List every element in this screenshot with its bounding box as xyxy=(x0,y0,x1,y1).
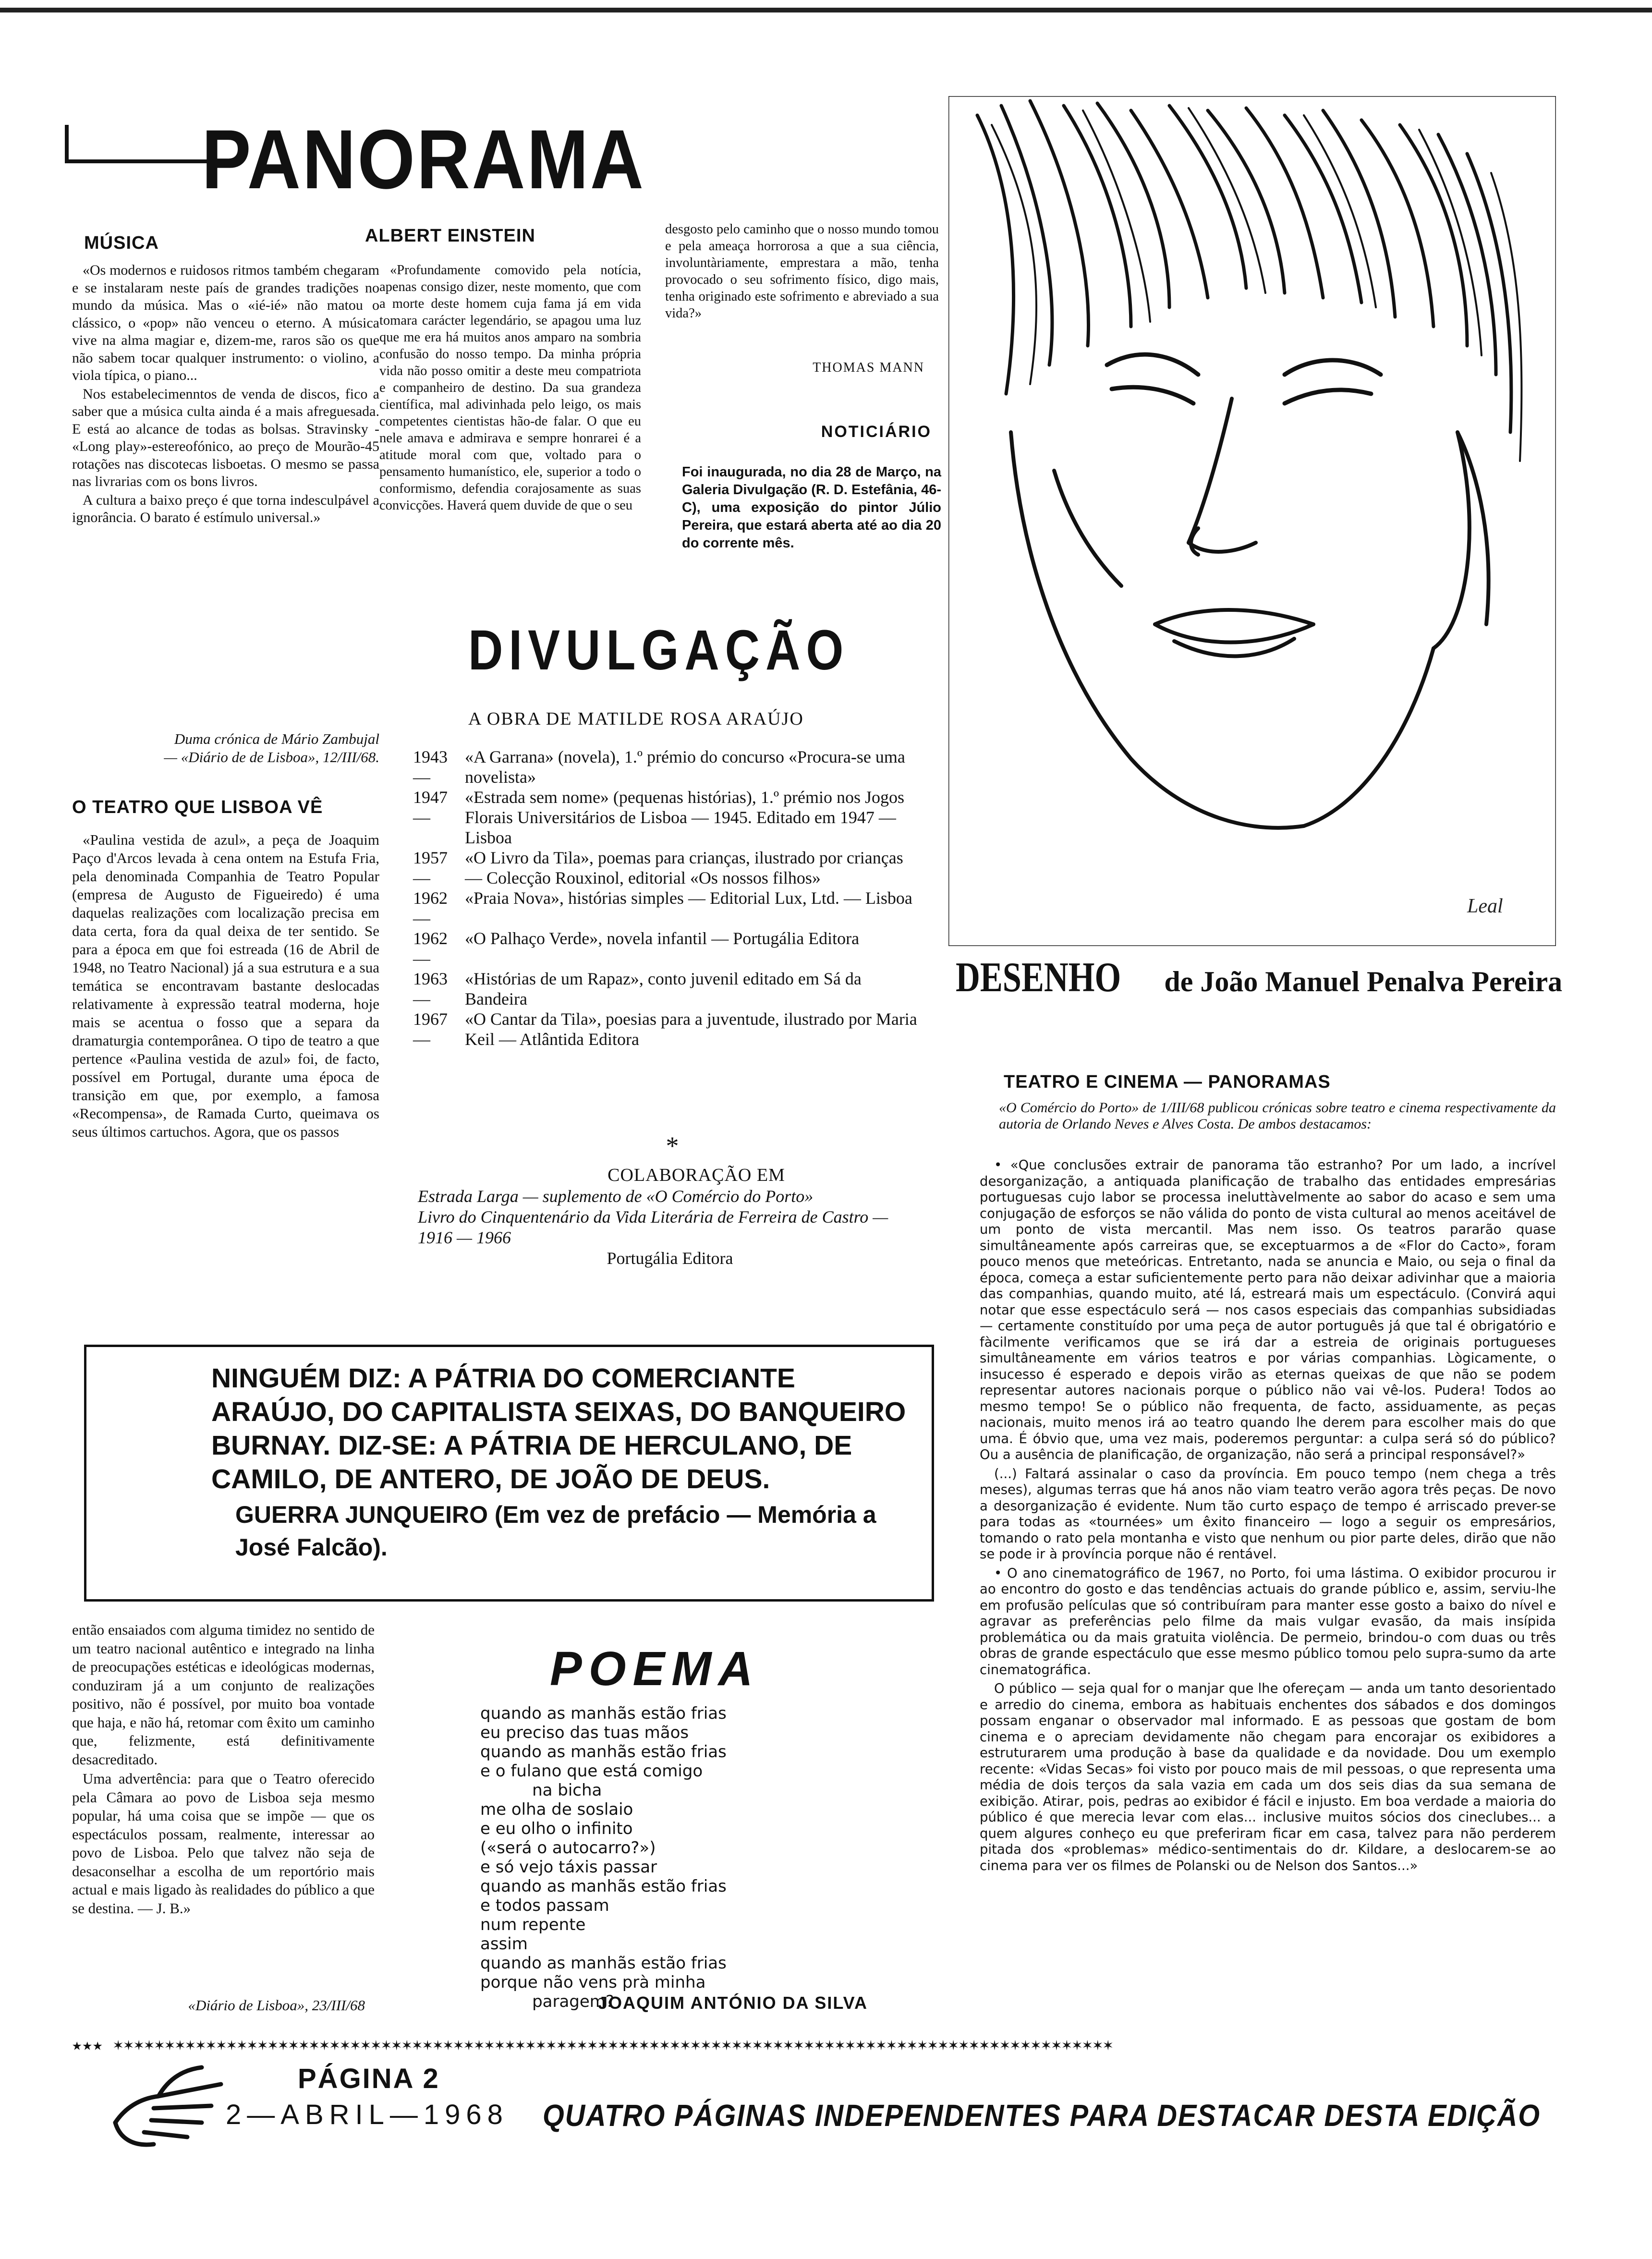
musica-paragraph: A cultura a baixo preço é que torna indesculpável a ignorância. O barato é estímulo universal.» xyxy=(72,492,379,525)
poem-line: quando as manhãs estão frias xyxy=(480,1742,727,1761)
work-year: 1967 — xyxy=(413,1009,448,1049)
poem-line: assim xyxy=(480,1934,528,1954)
collab-publisher: Portugália Editora xyxy=(607,1249,733,1268)
work-item xyxy=(413,1009,917,1049)
work-item xyxy=(413,787,917,848)
teatro-cinema-paragraph: O público — seja qual for o manjar que lhe ofereçam — anda um tanto desorientado e arredio do cinema, embora as habituais enchentes dos sábados e dos domingos possam enganar o observador mal informado. E as pessoas que gostam de bom cinema e o apreciam devidamente não chegam para encorajar os exibidores a estruturarem uma produção à base da qualidade e da novidade. Dou um exemplo recente: «Vidas Secas» foi visto por pouco mais de mil pessoas, o que representa uma média de dois terços da sala vazia em cada um dos seis dias da sua semana de exibição. Atirar, pois, pedras ao exibidor é fácil e injusto. Em boa verdade a maioria do público é que merecia levar com elas... inclusive muitos sócios dos cineclubes... a quem algures conheço eu que preferiram ficar em casa, talvez para não perderem pitada dos «problemas» médico-sentimentais do dr. Kildare, a deslocarem-se ao cinema para ver os filmes de Polanski ou de Nelson dos Santos...» xyxy=(980,1681,1556,1873)
noticiario-heading: NOTICIÁRIO xyxy=(821,423,932,441)
teatro-lisboa-heading: O TEATRO QUE LISBOA VÊ xyxy=(72,797,323,817)
teatro-lisboa-source: «Diário de Lisboa», 23/III/68 xyxy=(188,1997,365,2014)
face-drawing xyxy=(948,96,1556,946)
quote-text: NINGUÉM DIZ: A PÁTRIA DO COMERCIANTE ARAÚJO, DO CAPITALISTA SEIXAS, DO BANQUEIRO BURNAY. DIZ-SE: A PÁTRIA DE HERCULANO, DE CAMILO, DE ANTERO, DE JOÃO DE DEUS. xyxy=(211,1363,906,1494)
poem-line: e eu olho o infinito xyxy=(480,1819,633,1838)
work-year: 1947 — xyxy=(413,788,448,827)
pointing-hand-icon xyxy=(106,2051,231,2151)
separator-star: * xyxy=(666,1131,679,1160)
musica-source: Duma crónica de Mário Zambujal — «Diário de de Lisboa», 12/III/68. xyxy=(164,730,379,765)
poem-line: na bicha xyxy=(480,1781,602,1800)
teatro-cinema-paragraph: • «Que conclusões extrair de panorama tão estranho? Por um lado, a incrível desorganização, a antiquada planificação de trabalho das entidades empresárias portuguesas cujo labor se processa ineluttàvelmente ao sabor do acaso e sem uma conjugação de esforços se não válida do ponto de vista cultural ao menos aceitável de um ponto de vista mercantil. Mas nem isso. Os teatros pararão quase simultâneamente após carreiras que, se exceptuarmos a de «Flor do Cacto», foram pouco menos que meteóricas. Entretanto, nada se anuncia e Maio, ou seja o final da época, começa a estar suficientemente perto para não deixar adivinhar que a maioria das companhias, quando muito, até lá, estreará mais um espectáculo. (Convirá aqui notar que esse espectáculo será — nos casos especiais das companhias subsidiadas — certamente constituído por uma peça de autor português já que tal é obrigatório e fàcilmente verificamos que se irá dar a estreia de originais portugueses simultâneamente em vários teatros e por várias companhias. Lògicamente, o insucesso é esperado e depois virão as eternas queixas de que não se podem representar autores nacionais porque o público não vai vê-los. Pudera! Todos ao mesmo tempo! Se o público não frequenta, de facto, assiduamente, as peças nacionais, muito menos irá ao teatro quando lhe derem para escolher mais do que uma. É óbvio que, uma vez mais, poderemos perguntar: a culpa será só do público? Ou a ausência de planificação, de organização, não será a principal responsável?» xyxy=(980,1157,1556,1462)
work-item xyxy=(413,888,917,928)
teatro-cinema-intro: «O Comércio do Porto» de 1/III/68 publicou crónicas sobre teatro e cinema respectivamente da autoria de Orlando Neves e Alves Costa. De ambos destacamos: xyxy=(999,1100,1556,1132)
work-year: 1963 — xyxy=(413,969,448,1008)
musica-heading: MÚSICA xyxy=(84,233,159,253)
drawing-signature: Leal xyxy=(1467,895,1503,917)
work-year: 1957 — xyxy=(413,848,448,887)
poem-line: e o fulano que está comigo xyxy=(480,1761,703,1781)
star-divider: ★★★ ✶✶✶✶✶✶✶✶✶✶✶✶✶✶✶✶✶✶✶✶✶✶✶✶✶✶✶✶✶✶✶✶✶✶✶✶✶✶✶✶✶✶✶✶✶✶✶✶✶✶✶✶✶✶✶✶✶✶✶✶✶✶✶✶✶✶✶✶✶✶✶✶✶✶✶✶✶✶✶✶✶✶✶✶✶✶✶✶✶✶✶✶✶✶✶✶✶ xyxy=(72,2035,1114,2054)
poem-line: quando as manhãs estão frias xyxy=(480,1704,727,1723)
collab-item: Estrada Larga — suplemento de «O Comércio do Porto» xyxy=(418,1187,814,1206)
work-item xyxy=(413,928,917,969)
poema-title: POEMA xyxy=(550,1642,760,1696)
einstein-body xyxy=(379,262,641,515)
teatro-lisboa-paragraph: Uma advertência: para que o Teatro oferecido pela Câmara ao povo de Lisboa seja mesmo popular, há uma coisa que se impõe — que os espectáculos possam, realmente, interessar ao povo de Lisboa. Pelo que talvez não seja de desaconselhar a escolha de um reportório mais actual e mais ligado às realidades do público a que se destina. — J. B.» xyxy=(72,1770,375,1917)
teatro-lisboa-body xyxy=(72,831,379,1142)
work-text: «Histórias de um Rapaz», conto juvenil editado em Sá da Bandeira xyxy=(465,969,862,1008)
collab-item: Livro do Cinquentenário da Vida Literária de Ferreira de Castro — 1916 — 1966 xyxy=(418,1207,888,1247)
collab-heading: COLABORAÇÃO EM xyxy=(607,1165,785,1185)
desenho-label: DESENHO xyxy=(956,954,1121,1001)
work-text: «Estrada sem nome» (pequenas histórias), 1.º prémio nos Jogos Florais Universitários de Lisboa — 1945. Editado em 1947 — Lisboa xyxy=(465,788,904,847)
work-text: «Praia Nova», histórias simples — Editorial Lux, Ltd. — Lisboa xyxy=(465,888,912,908)
poem-body xyxy=(480,1704,845,2011)
collab-list xyxy=(418,1186,922,1269)
work-text: «O Cantar da Tila», poesias para a juventude, ilustrado por Maria Keil — Atlântida Editora xyxy=(465,1009,917,1049)
top-rule xyxy=(0,8,1652,12)
page-title: PANORAMA xyxy=(202,113,645,206)
footer-tagline: QUATRO PÁGINAS INDEPENDENTES PARA DESTACAR DESTA EDIÇÃO xyxy=(543,2098,1541,2133)
poem-line: num repente xyxy=(480,1915,586,1934)
poem-line: quando as manhãs estão frias xyxy=(480,1877,727,1896)
einstein-heading: ALBERT EINSTEIN xyxy=(365,226,535,246)
teatro-lisboa-paragraph: «Paulina vestida de azul», a peça de Joaquim Paço d'Arcos levada à cena ontem na Estufa Fria, pela denominada Companhia de Teatro Popular (empresa de Augusto de Figueiredo) é uma daquelas realizações com localização precisa em data certa, fora da qual deixa de ter sentido. Se para a época em que foi estreada (16 de Abril de 1948, no Teatro Nacional) já a sua estrutura e a sua temática se encontravam bastante deslocadas relativamente à expressão teatral moderna, hoje mais se acentua o fosso que a separa da dramaturgia contemporânea. O tipo de teatro a que pertence «Paulina vestida de azul» foi, de facto, possível em Portugal, durante uma época de transição em que, por exemplo, a famosa «Recompensa», de Ramada Curto, queimava os seus últimos cartuchos. Agora, que os passos xyxy=(72,831,379,1140)
poem-author: JOAQUIM ANTÓNIO DA SILVA xyxy=(598,1993,868,2013)
work-text: «O Livro da Tila», poemas para crianças, ilustrado por crianças — Colecção Rouxinol, editorial «Os nossos filhos» xyxy=(465,848,903,887)
title-bracket xyxy=(65,125,219,163)
poem-line: porque não vens prà minha xyxy=(480,1973,706,1992)
musica-paragraph: «Os modernos e ruidosos ritmos também chegaram e se instalaram neste país de grandes tradições no mundo da música. Mas o «ié-ié» não matou o clássico, o «pop» não venceu o eterno. A música vive na alma magiar e, dizem-me, raros são os que não sabem tocar qualquer instrumento: o violino, a viola típica, o piano... xyxy=(72,262,379,383)
page-number: PÁGINA 2 xyxy=(298,2063,440,2094)
einstein-author: THOMAS MANN xyxy=(813,360,924,375)
einstein-continuation: desgosto pelo caminho que o nosso mundo tomou e pela ameaça horrorosa a que a sua ciência, involuntàriamente, emprestara a mão, tenha provocado o seu sofrimento físico, digo mais, tenha originado este sofrimento e abreviado a sua vida?» xyxy=(665,222,939,321)
work-year: 1962 — xyxy=(413,888,448,928)
poem-line: eu preciso das tuas mãos xyxy=(480,1723,689,1742)
work-year: 1962 — xyxy=(413,929,448,968)
teatro-cinema-paragraph: • O ano cinematográfico de 1967, no Porto, foi uma lástima. O exibidor procurou ir ao encontro do gosto e das tendências actuais do grande público e, assim, serviu-lhe em profusão películas que só contribuíram para manter esse gosto a baixo do nível e agravar as preferências pelo filme da mais vulgar evasão, da mais insípida problemática ou da mais gratuita violência. De permeio, brindou-o com duas ou três obras de grande espectáculo que esse mesmo público tomou pelo supra-sumo da arte cinematográfica. xyxy=(980,1565,1556,1677)
noticiario-text: Foi inaugurada, no dia 28 de Março, na Galeria Divulgação (R. D. Estefânia, 46-C), uma exposição do pintor Júlio Pereira, que estará aberta até ao dia 20 do corrente mês. xyxy=(682,464,941,551)
teatro-cinema-body xyxy=(980,1157,1556,1877)
musica-paragraph: Nos estabelecimenntos de venda de discos, fico a saber que a música culta ainda é a mais afreguesada. E está ao alcance de todas as bolsas. Stravinsky - «Long play»-estereofónico, ao preço de Mourão-45 rotações nas discotecas lisboetas. O mesmo se passa nas livrarias com os bons livros. xyxy=(72,386,379,489)
poem-line: paragem? xyxy=(480,1992,614,2011)
issue-date: 2—ABRIL—1968 xyxy=(226,2099,509,2130)
teatro-lisboa-continuation xyxy=(72,1621,375,1919)
poem-line: («será o autocarro?») xyxy=(480,1838,656,1858)
poem-line: e só vejo táxis passar xyxy=(480,1858,657,1877)
musica-body xyxy=(72,262,379,528)
quote-source: GUERRA JUNQUEIRO (Em vez de prefácio — Memória a José Falcão). xyxy=(235,1501,876,1561)
teatro-lisboa-paragraph: então ensaiados com alguma timidez no sentido de um teatro nacional autêntico e integrado na linha de preocupações estéticas e ideológicas modernas, conduziram já a um conjunto de realizações positivo, não é possível, por muito boa vontade que haja, e não há, retomar com êxito um caminho que, felizmente, está definitivamente desacreditado. xyxy=(72,1621,375,1768)
poem-line: quando as manhãs estão frias xyxy=(480,1954,727,1973)
work-item xyxy=(413,848,917,888)
divulgacao-title: DIVULGAÇÃO xyxy=(468,619,850,682)
desenho-author: de João Manuel Penalva Pereira xyxy=(1164,966,1563,997)
divulgacao-subtitle: A OBRA DE MATILDE ROSA ARAÚJO xyxy=(468,709,804,729)
work-text: «A Garrana» (novela), 1.º prémio do concurso «Procura-se uma novelista» xyxy=(465,747,905,787)
desenho-caption xyxy=(956,953,1562,1002)
work-item xyxy=(413,747,917,787)
work-item xyxy=(413,969,917,1009)
work-text: «O Palhaço Verde», novela infantil — Portugália Editora xyxy=(465,929,860,948)
teatro-cinema-heading: TEATRO E CINEMA — PANORAMAS xyxy=(1004,1072,1331,1092)
poem-line: me olha de soslaio xyxy=(480,1800,633,1819)
teatro-cinema-paragraph: (...) Faltará assinalar o caso da província. Em pouco tempo (nem chega a três meses), algumas terras que há anos não viam teatro verão agora três peças. De novo a desorganização é evidente. Num tão curto espaço de tempo é arriscado prever-se para todas as «tournées» um êxito financeiro — logo a seguir os empresários, tomando o rato pela montanha e visto que nenhum ou pior parte deles, dirão que não se pode ir à província porque não é rentável. xyxy=(980,1466,1556,1562)
einstein-paragraph: «Profundamente comovido pela notícia, apenas consigo dizer, neste momento, que com a morte deste homem cuja fama já em vida tomara carácter legendário, se apagou uma luz que me era há muitos anos amparo na sombria confusão do nosso tempo. Da minha própria vida não posso omitir a deste meu compatriota e companheiro de destino. Da sua grandeza científica, mal adivinhada pelo leigo, os mais competentes cientistas hão-de falar. O que eu nele amava e admirava e sempre honrarei é a atitude moral com que, voltado para o pensamento humanístico, ele, superior a todo o conformismo, defendia corajosamente as suas convicções. Haverá quem duvide de que o seu xyxy=(379,263,641,513)
works-list xyxy=(413,747,917,1049)
poem-line: e todos passam xyxy=(480,1896,609,1915)
work-year: 1943 — xyxy=(413,747,448,787)
